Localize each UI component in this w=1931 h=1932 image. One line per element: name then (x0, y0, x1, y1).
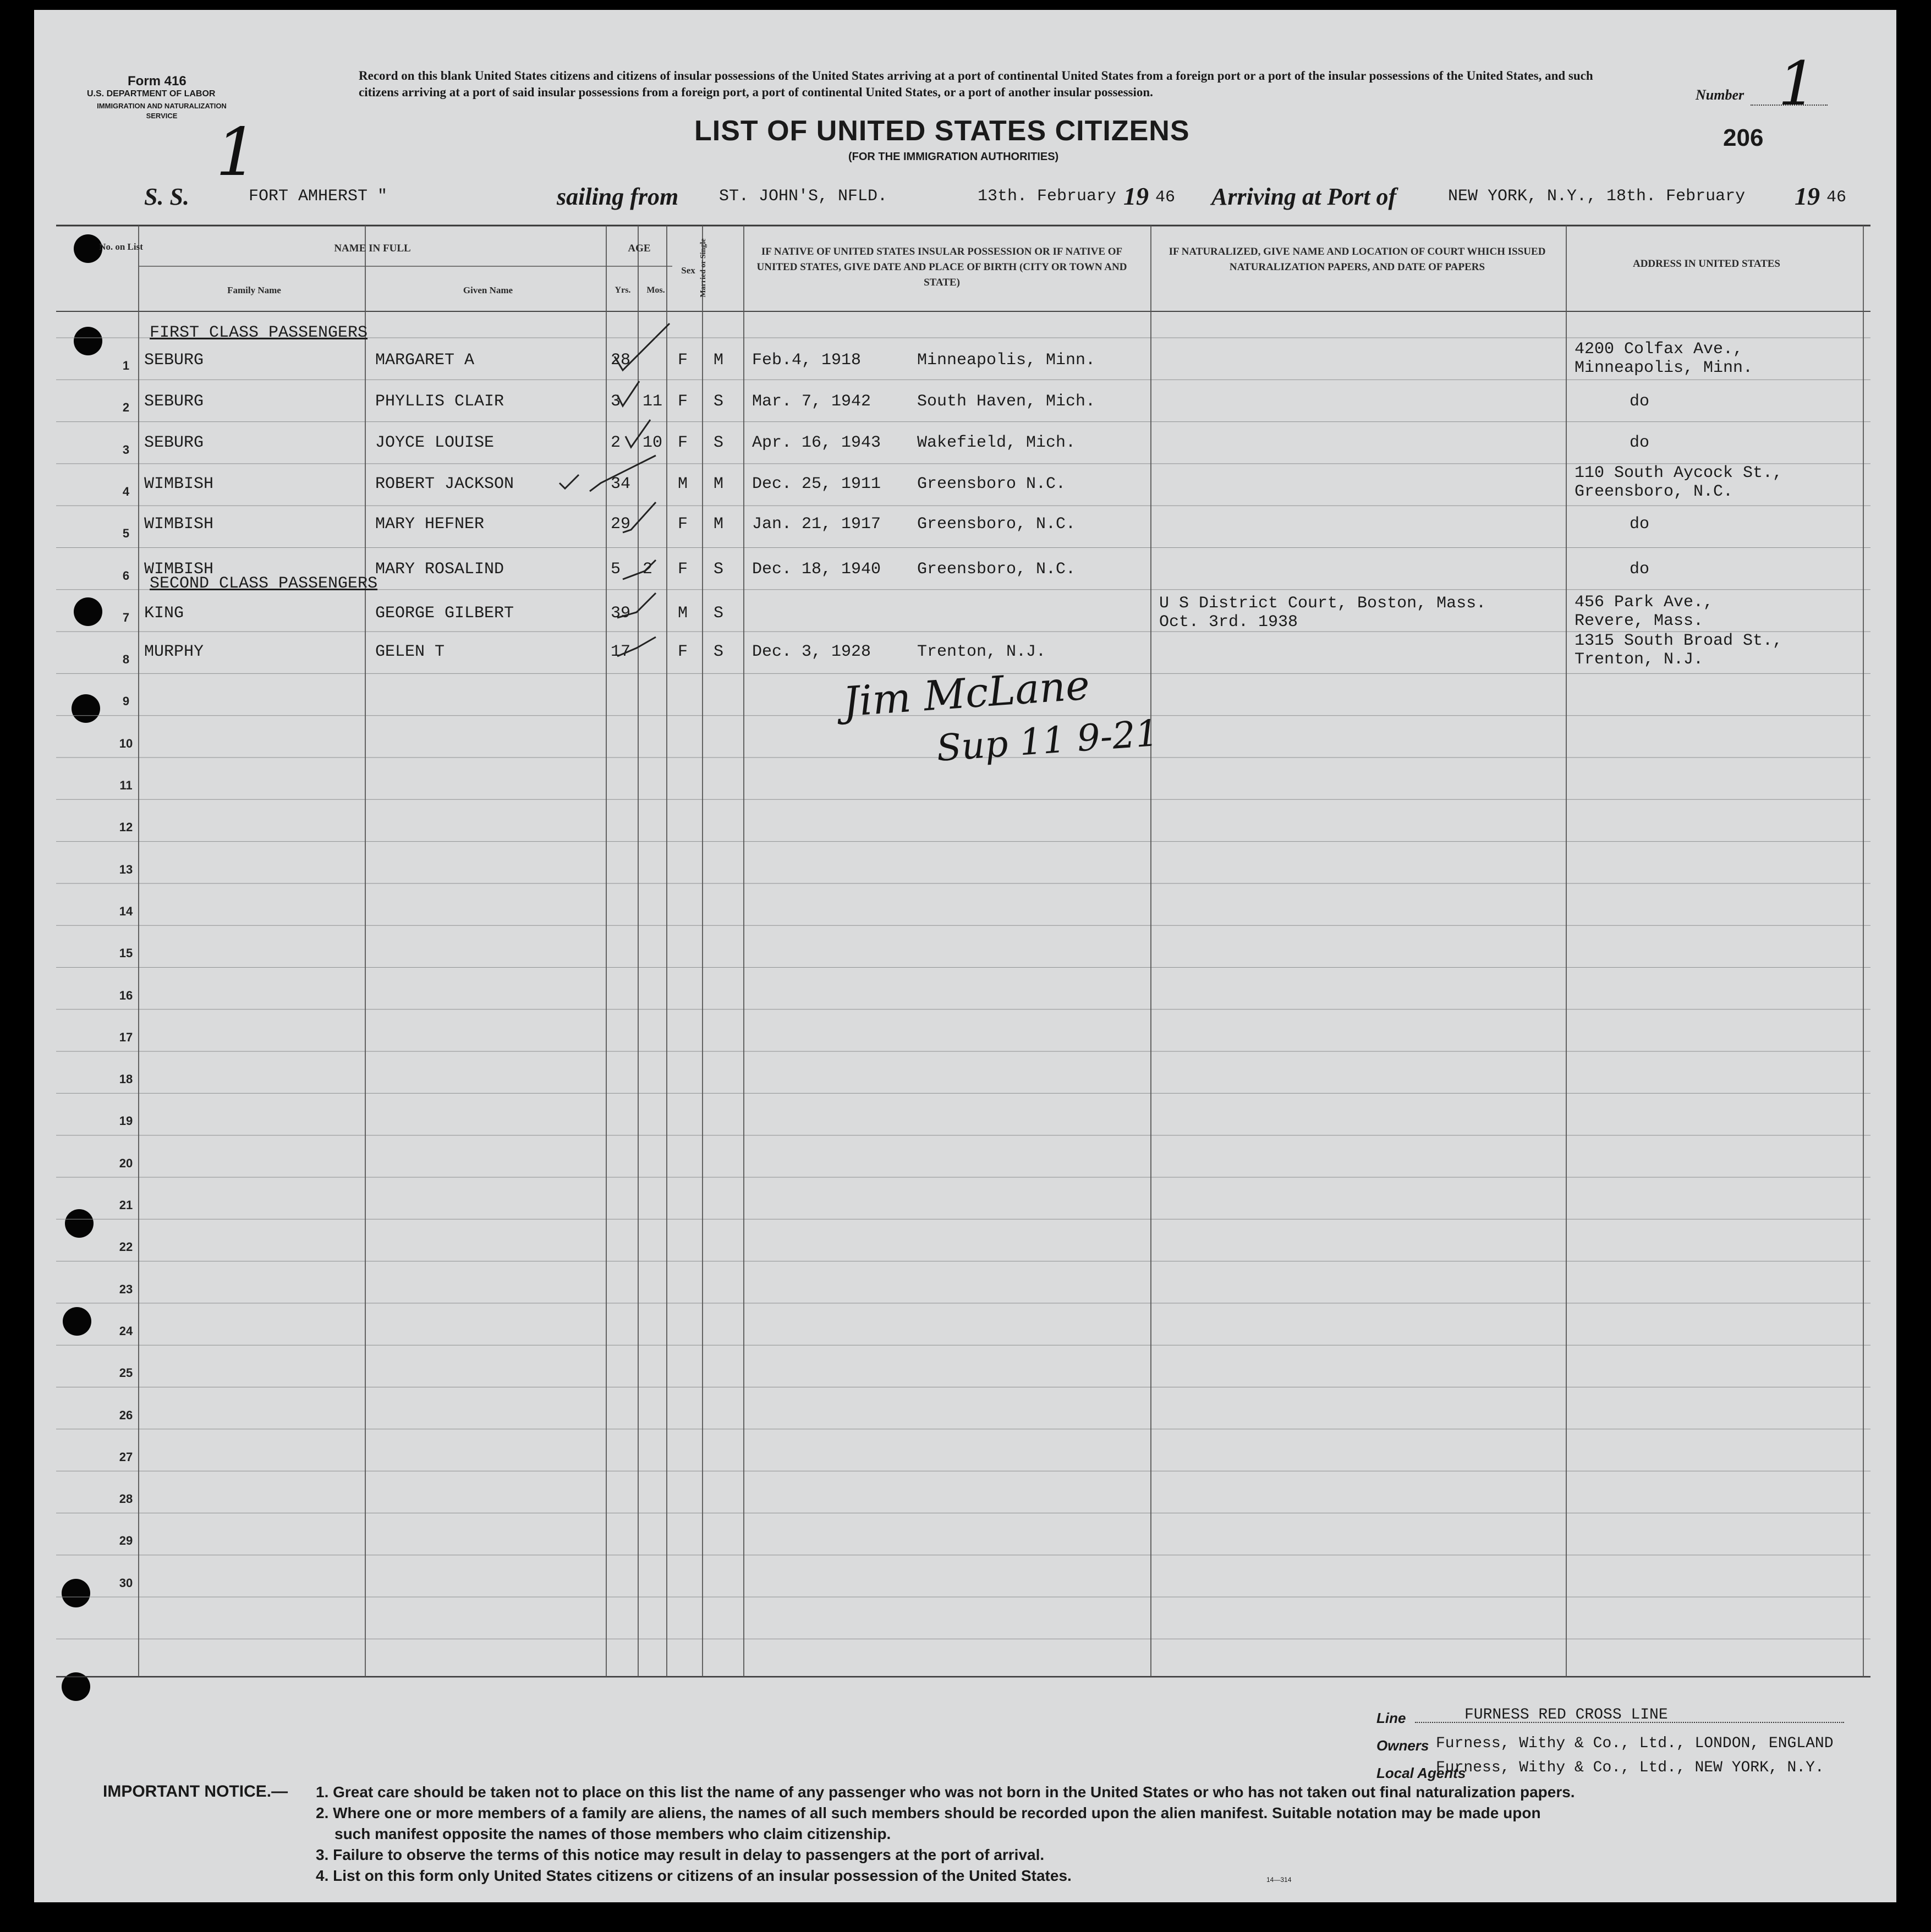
given-name-cell: GEORGE GILBERT (375, 604, 514, 623)
family-name-cell: SEBURG (144, 351, 204, 370)
notice-item-4: 4. List on this form only United States citizens or citizens of an insular possession of the United States. (316, 1867, 1072, 1884)
notice-item-3: 3. Failure to observe the terms of this notice may result in delay to passengers at the port of arrival. (316, 1846, 1045, 1863)
age-years-cell: 28 (611, 351, 631, 370)
row-number: 3 (122, 442, 130, 457)
sex-cell: M (678, 604, 688, 623)
age-months-cell: 2 (643, 560, 653, 579)
handwritten-mark: 1 (216, 114, 258, 191)
header-yrs: Yrs. (615, 286, 631, 295)
marital-status-cell: M (714, 475, 724, 493)
header-address: ADDRESS IN UNITED STATES (1632, 258, 1780, 270)
naturalization-cell: Oct. 3rd. 1938 (1159, 613, 1298, 632)
birth-date-cell: Dec. 18, 1940 (752, 560, 881, 579)
marital-status-cell: M (714, 515, 724, 534)
given-name-cell: JOYCE LOUISE (375, 433, 495, 452)
row-number: 26 (119, 1408, 133, 1422)
birth-date-cell: Dec. 25, 1911 (752, 475, 881, 493)
birth-place-cell: Wakefield, Mich. (917, 433, 1076, 452)
address-cell: Revere, Mass. (1575, 612, 1704, 630)
header-sex: Sex (681, 265, 695, 276)
number-label: Number (1696, 87, 1745, 103)
agents-label: Local Agents (1376, 1765, 1466, 1781)
age-years-cell: 2 (611, 433, 621, 452)
number-value: 1 (1778, 48, 1817, 119)
birth-place-cell: Greensboro, N.C. (917, 515, 1076, 534)
age-years-cell: 3 (611, 392, 621, 411)
arrival-port: NEW YORK, N.Y., 18th. February (1448, 187, 1746, 206)
row-number: 27 (119, 1450, 133, 1464)
row-number: 21 (119, 1198, 133, 1212)
marital-status-cell: S (714, 433, 724, 452)
notice-item-2a: 2. Where one or more members of a family are aliens, the names of all such members should be recorded upon the alien manifest. Suitable notation may be made upon (316, 1804, 1541, 1821)
departure-port: ST. JOHN'S, NFLD. (719, 187, 888, 206)
row-number: 30 (119, 1576, 133, 1590)
ship-name: FORT AMHERST " (249, 187, 388, 206)
naturalization-cell: U S District Court, Boston, Mass. (1159, 594, 1486, 613)
header-naturalized: IF NATURALIZED, GIVE NAME AND LOCATION OF COURT WHICH ISSUED NATURALIZATION PAPERS, AND DATE OF PAPERS (1169, 246, 1546, 273)
given-name-cell: ROBERT JACKSON (375, 475, 514, 493)
owners-value: Furness, Withy & Co., Ltd., LONDON, ENGLAND (1436, 1735, 1834, 1752)
row-number: 22 (119, 1240, 133, 1254)
age-years-cell: 34 (611, 475, 631, 493)
age-years-cell: 5 (611, 560, 621, 579)
sailing-label: sailing from (557, 183, 679, 210)
row-number: 1 (122, 359, 130, 372)
family-name-cell: WIMBISH (144, 475, 214, 493)
row-number: 6 (122, 568, 130, 583)
sex-cell: F (678, 351, 688, 370)
page-number: 206 (1723, 124, 1764, 151)
header-family-name: Family Name (227, 285, 281, 295)
notice-item-1: 1. Great care should be taken not to place on this list the name of any passenger who was not born in the United States or who has not taken out final naturalization papers. (316, 1783, 1575, 1801)
row-number: 11 (119, 778, 133, 792)
header-birth: IF NATIVE OF UNITED STATES INSULAR POSSESSION OR IF NATIVE OF UNITED STATES, GIVE DATE AND PLACE OF BIRTH (CITY OR TOWN AND STATE) (756, 246, 1127, 288)
first-class-label: FIRST CLASS PASSENGERS (150, 323, 368, 342)
given-name-cell: MARY ROSALIND (375, 560, 504, 579)
row-number: 24 (119, 1324, 133, 1338)
row-number: 13 (119, 862, 133, 876)
arrival-year-prefix: 19 (1795, 182, 1820, 210)
manifest-page (34, 10, 1896, 1902)
row-number: 7 (122, 610, 130, 624)
header-name-in-full: NAME IN FULL (334, 243, 411, 254)
marital-status-cell: S (714, 643, 724, 661)
row-number: 10 (119, 736, 133, 750)
age-years-cell: 17 (611, 643, 631, 661)
marital-status-cell: S (714, 604, 724, 623)
row-number: 14 (119, 904, 133, 918)
family-name-cell: SEBURG (144, 433, 204, 452)
marital-status-cell: M (714, 351, 724, 370)
line-value: FURNESS RED CROSS LINE (1464, 1706, 1668, 1724)
given-name-cell: MARGARET A (375, 351, 475, 370)
address-ditto-cell: do (1630, 433, 1650, 452)
row-number: 18 (119, 1072, 133, 1086)
address-cell: Trenton, N.J. (1575, 650, 1704, 669)
birth-date-cell: Feb.4, 1918 (752, 351, 862, 370)
birth-date-cell: Apr. 16, 1943 (752, 433, 881, 452)
birth-place-cell: Trenton, N.J. (917, 643, 1046, 661)
sex-cell: F (678, 560, 688, 579)
sex-cell: F (678, 643, 688, 661)
sailing-date: 13th. February (978, 187, 1117, 206)
notice-item-2b: such manifest opposite the names of those members who claim citizenship. (334, 1825, 891, 1842)
inspector-initials: Sup 11 9-21 (935, 711, 1160, 770)
address-cell: 1315 South Broad St., (1575, 632, 1783, 650)
row-number: 23 (119, 1282, 133, 1296)
sex-cell: F (678, 433, 688, 452)
sex-cell: F (678, 392, 688, 411)
header-age: AGE (628, 243, 651, 254)
instructions-text: Record on this blank United States citizens and citizens of insular possessions of the United States arriving at a port of continental United States from a foreign port or a port of the insular possessions of the United States, and such citizens arriving at a port of said insular possessions from a foreign port, a port of continental United States, or a port of another insular possession. (359, 69, 1593, 99)
second-class-label: SECOND CLASS PASSENGERS (150, 574, 378, 593)
header-no-on-list: No. on List (99, 241, 143, 252)
address-cell: Greensboro, N.C. (1575, 482, 1733, 501)
address-cell: 4200 Colfax Ave., (1575, 340, 1743, 359)
department-label: U.S. DEPARTMENT OF LABOR (87, 89, 216, 98)
age-years-cell: 29 (611, 515, 631, 534)
birth-date-cell: Mar. 7, 1942 (752, 392, 871, 411)
arriving-label: Arriving at Port of (1211, 183, 1397, 210)
sex-cell: M (678, 475, 688, 493)
service-label: IMMIGRATION AND NATURALIZATION SERVICE (97, 102, 227, 120)
page-title: LIST OF UNITED STATES CITIZENS (694, 115, 1190, 147)
row-number: 29 (119, 1534, 133, 1548)
age-months-cell: 10 (643, 433, 663, 452)
header-given-name: Given Name (463, 285, 513, 295)
family-name-cell: SEBURG (144, 392, 204, 411)
row-number: 8 (122, 652, 130, 667)
row-number: 12 (119, 820, 133, 835)
age-months-cell: 11 (643, 392, 663, 411)
address-ditto-cell: do (1630, 392, 1650, 411)
birth-place-cell: Minneapolis, Minn. (917, 351, 1096, 370)
owners-label: Owners (1376, 1737, 1429, 1754)
sailing-year: 46 (1155, 188, 1176, 207)
age-years-cell: 39 (611, 604, 631, 623)
given-name-cell: PHYLLIS CLAIR (375, 392, 504, 411)
family-name-cell: KING (144, 604, 184, 623)
address-ditto-cell: do (1630, 515, 1650, 534)
birth-date-cell: Dec. 3, 1928 (752, 643, 871, 661)
marital-status-cell: S (714, 560, 724, 579)
row-number: 15 (119, 946, 133, 960)
form-code: 14—314 (1266, 1876, 1292, 1884)
row-number: 20 (119, 1156, 133, 1170)
family-name-cell: MURPHY (144, 643, 204, 661)
row-number: 25 (119, 1366, 133, 1380)
row-number: 16 (119, 988, 133, 1002)
birth-place-cell: Greensboro N.C. (917, 475, 1066, 493)
row-number: 4 (122, 484, 130, 498)
address-ditto-cell: do (1630, 560, 1650, 579)
arrival-year: 46 (1826, 188, 1847, 207)
row-number: 28 (119, 1492, 133, 1506)
given-name-cell: MARY HEFNER (375, 515, 485, 534)
header-mos: Mos. (646, 286, 665, 295)
birth-place-cell: Greensboro, N.C. (917, 560, 1076, 579)
sailing-year-prefix: 19 (1123, 182, 1149, 210)
marital-status-cell: S (714, 392, 724, 411)
address-cell: 110 South Aycock St., (1575, 464, 1783, 482)
family-name-cell: WIMBISH (144, 560, 214, 579)
row-number: 2 (122, 400, 130, 415)
notice-label: IMPORTANT NOTICE.— (103, 1782, 288, 1801)
given-name-cell: GELEN T (375, 643, 445, 661)
ss-label: S. S. (144, 183, 189, 210)
address-cell: 456 Park Ave., (1575, 593, 1714, 612)
row-number: 9 (122, 694, 130, 709)
header-married-single: Married or Single (699, 238, 707, 298)
family-name-cell: WIMBISH (144, 515, 214, 534)
address-cell: Minneapolis, Minn. (1575, 359, 1753, 377)
line-label: Line (1376, 1710, 1406, 1726)
form-number: Form 416 (128, 74, 186, 89)
row-number: 17 (119, 1030, 133, 1044)
agents-value: Furness, Withy & Co., Ltd., NEW YORK, N.Y. (1436, 1759, 1824, 1776)
sex-cell: F (678, 515, 688, 534)
inspector-signature: Jim McLane (841, 661, 1091, 726)
row-number: 19 (119, 1114, 133, 1128)
birth-date-cell: Jan. 21, 1917 (752, 515, 881, 534)
page-subtitle: (FOR THE IMMIGRATION AUTHORITIES) (848, 151, 1059, 163)
check-marks (34, 10, 1896, 1902)
birth-place-cell: South Haven, Mich. (917, 392, 1096, 411)
row-number: 5 (122, 526, 130, 541)
